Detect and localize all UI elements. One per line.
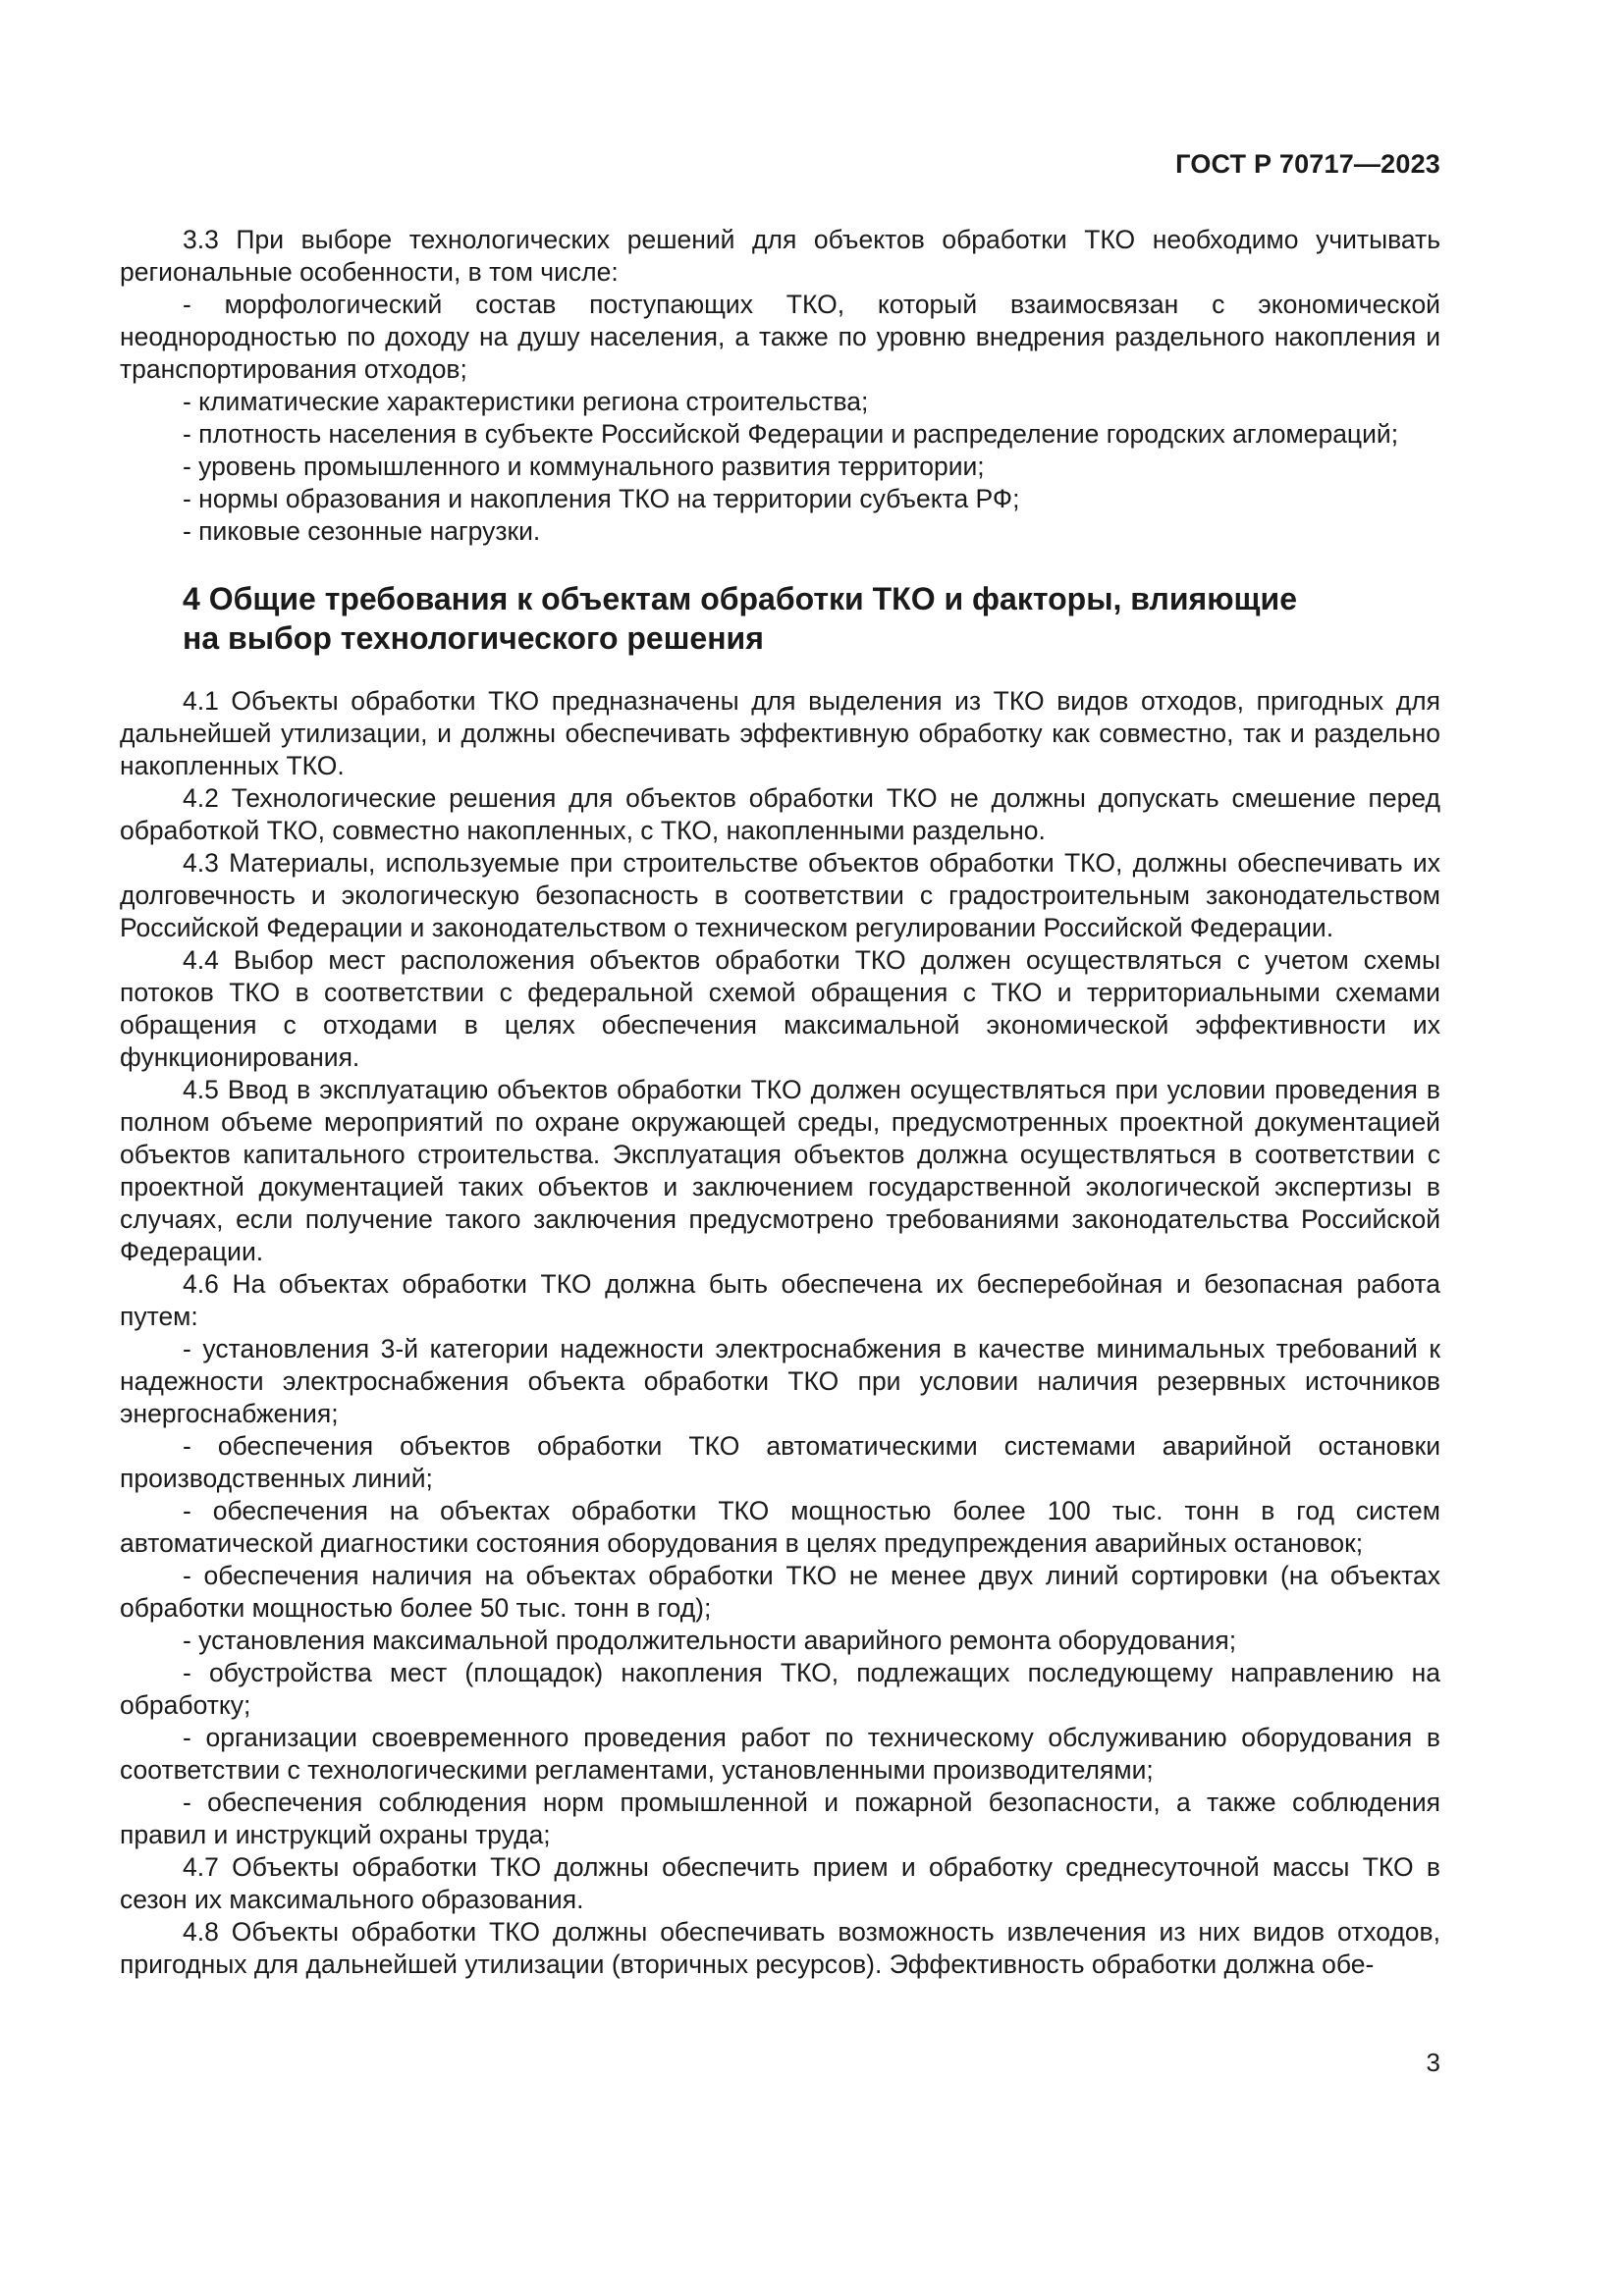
list-item-repair-duration: - установления максимальной продолжительности аварийного ремонта оборудования; xyxy=(183,1626,1237,1655)
list-item-diagnostics: - обеспечения на объектах обработки ТКО мощностью более 100 тыс. тонн в год систем автоматической диагностики состояния оборудования в целях предупреждения аварийных остановок; xyxy=(120,1496,1440,1558)
paragraph-4-3: 4.3 Материалы, используемые при строительстве объектов обработки ТКО, должны обеспечивать их долговечность и экологическую безопасность в соответствии с градостроительным законодательством Российской Федерации и законодательством о техническом регулировании Российской Федерации. xyxy=(120,848,1440,942)
list-item-population-density: - плотность населения в субъекте Российской Федерации и распределение городских агломераций; xyxy=(183,419,1399,449)
list-item-climate: - климатические характеристики региона строительства; xyxy=(183,387,869,416)
page-content xyxy=(120,224,1440,1981)
list-item-safety-norms: - обеспечения соблюдения норм промышленной и пожарной безопасности, а также соблюдения правил и инструкций охраны труда; xyxy=(120,1788,1440,1849)
list-item-peak-loads: - пиковые сезонные нагрузки. xyxy=(183,516,541,546)
list-item-morphology: - морфологический состав поступающих ТКО, который взаимосвязан с экономической неоднородностью по доходу на душу населения, а также по уровню внедрения раздельного накопления и транспортирования отходов; xyxy=(120,290,1440,384)
paragraph-4-6: 4.6 На объектах обработки ТКО должна быть обеспечена их бесперебойная и безопасная работа путем: xyxy=(120,1269,1440,1331)
section-4-heading xyxy=(183,579,1440,658)
list-item-sorting-lines: - обеспечения наличия на объектах обработки ТКО не менее двух линий сортировки (на объектах обработки мощностью более 50 тыс. тонн в год); xyxy=(120,1561,1440,1623)
document-code-header: ГОСТ Р 70717—2023 xyxy=(1175,149,1440,179)
paragraph-3-3: 3.3 При выборе технологических решений для объектов обработки ТКО необходимо учитывать региональные особенности, в том числе: xyxy=(120,225,1440,287)
paragraph-4-1: 4.1 Объекты обработки ТКО предназначены для выделения из ТКО видов отходов, пригодных для дальнейшей утилизации, и должны обеспечивать эффективную обработку как совместно, так и раздельно накопленных ТКО. xyxy=(120,686,1440,780)
paragraph-4-2: 4.2 Технологические решения для объектов обработки ТКО не должны допускать смешение перед обработкой ТКО, совместно накопленных, с ТКО, накопленными раздельно. xyxy=(120,783,1440,845)
list-item-maintenance: - организации своевременного проведения работ по техническому обслуживанию оборудования в соответствии с технологическими регламентами, установленными производителями; xyxy=(120,1723,1440,1785)
paragraph-4-4: 4.4 Выбор мест расположения объектов обработки ТКО должен осуществляться с учетом схемы потоков ТКО в соответствии с федеральной схемой обращения с ТКО и территориальными схемами обращения с отходами в целях обеспечения максимальной экономической эффективности их функционирования. xyxy=(120,945,1440,1072)
page-number: 3 xyxy=(1426,2048,1440,2077)
list-item-norms: - нормы образования и накопления ТКО на территории субъекта РФ; xyxy=(183,484,1020,513)
paragraph-4-8: 4.8 Объекты обработки ТКО должны обеспечивать возможность извлечения из них видов отходов, пригодных для дальнейшей утилизации (вторичных ресурсов). Эффективность обработки должна обе- xyxy=(120,1917,1440,1979)
list-item-power-reliability: - установления 3-й категории надежности электроснабжения в качестве минимальных требований к надежности электроснабжения объекта обработки ТКО при условии наличия резервных источников энергоснабжения; xyxy=(120,1334,1440,1428)
list-item-storage-sites: - обустройства мест (площадок) накопления ТКО, подлежащих последующему направлению на обработку; xyxy=(120,1658,1440,1720)
list-item-emergency-stop: - обеспечения объектов обработки ТКО автоматическими системами аварийной остановки производственных линий; xyxy=(120,1431,1440,1493)
paragraph-4-5: 4.5 Ввод в эксплуатацию объектов обработки ТКО должен осуществляться при условии проведения в полном объеме мероприятий по охране окружающей среды, предусмотренных проектной документацией объектов капитального строительства. Эксплуатация объектов должна осуществляться в соответствии с проектной документацией таких объектов и заключением государственной экологической экспертизы в случаях, если получение такого заключения предусмотрено требованиями законодательства Российской Федерации. xyxy=(120,1075,1440,1266)
section-4-heading-line-1: 4 Общие требования к объектам обработки ТКО и факторы, влияющие xyxy=(183,581,1298,616)
list-item-development-level: - уровень промышленного и коммунального развития территории; xyxy=(183,452,985,481)
section-4-heading-line-2: на выбор технологического решения xyxy=(183,620,764,656)
paragraph-4-7: 4.7 Объекты обработки ТКО должны обеспечить прием и обработку среднесуточной массы ТКО в сезон их максимального образования. xyxy=(120,1852,1440,1914)
